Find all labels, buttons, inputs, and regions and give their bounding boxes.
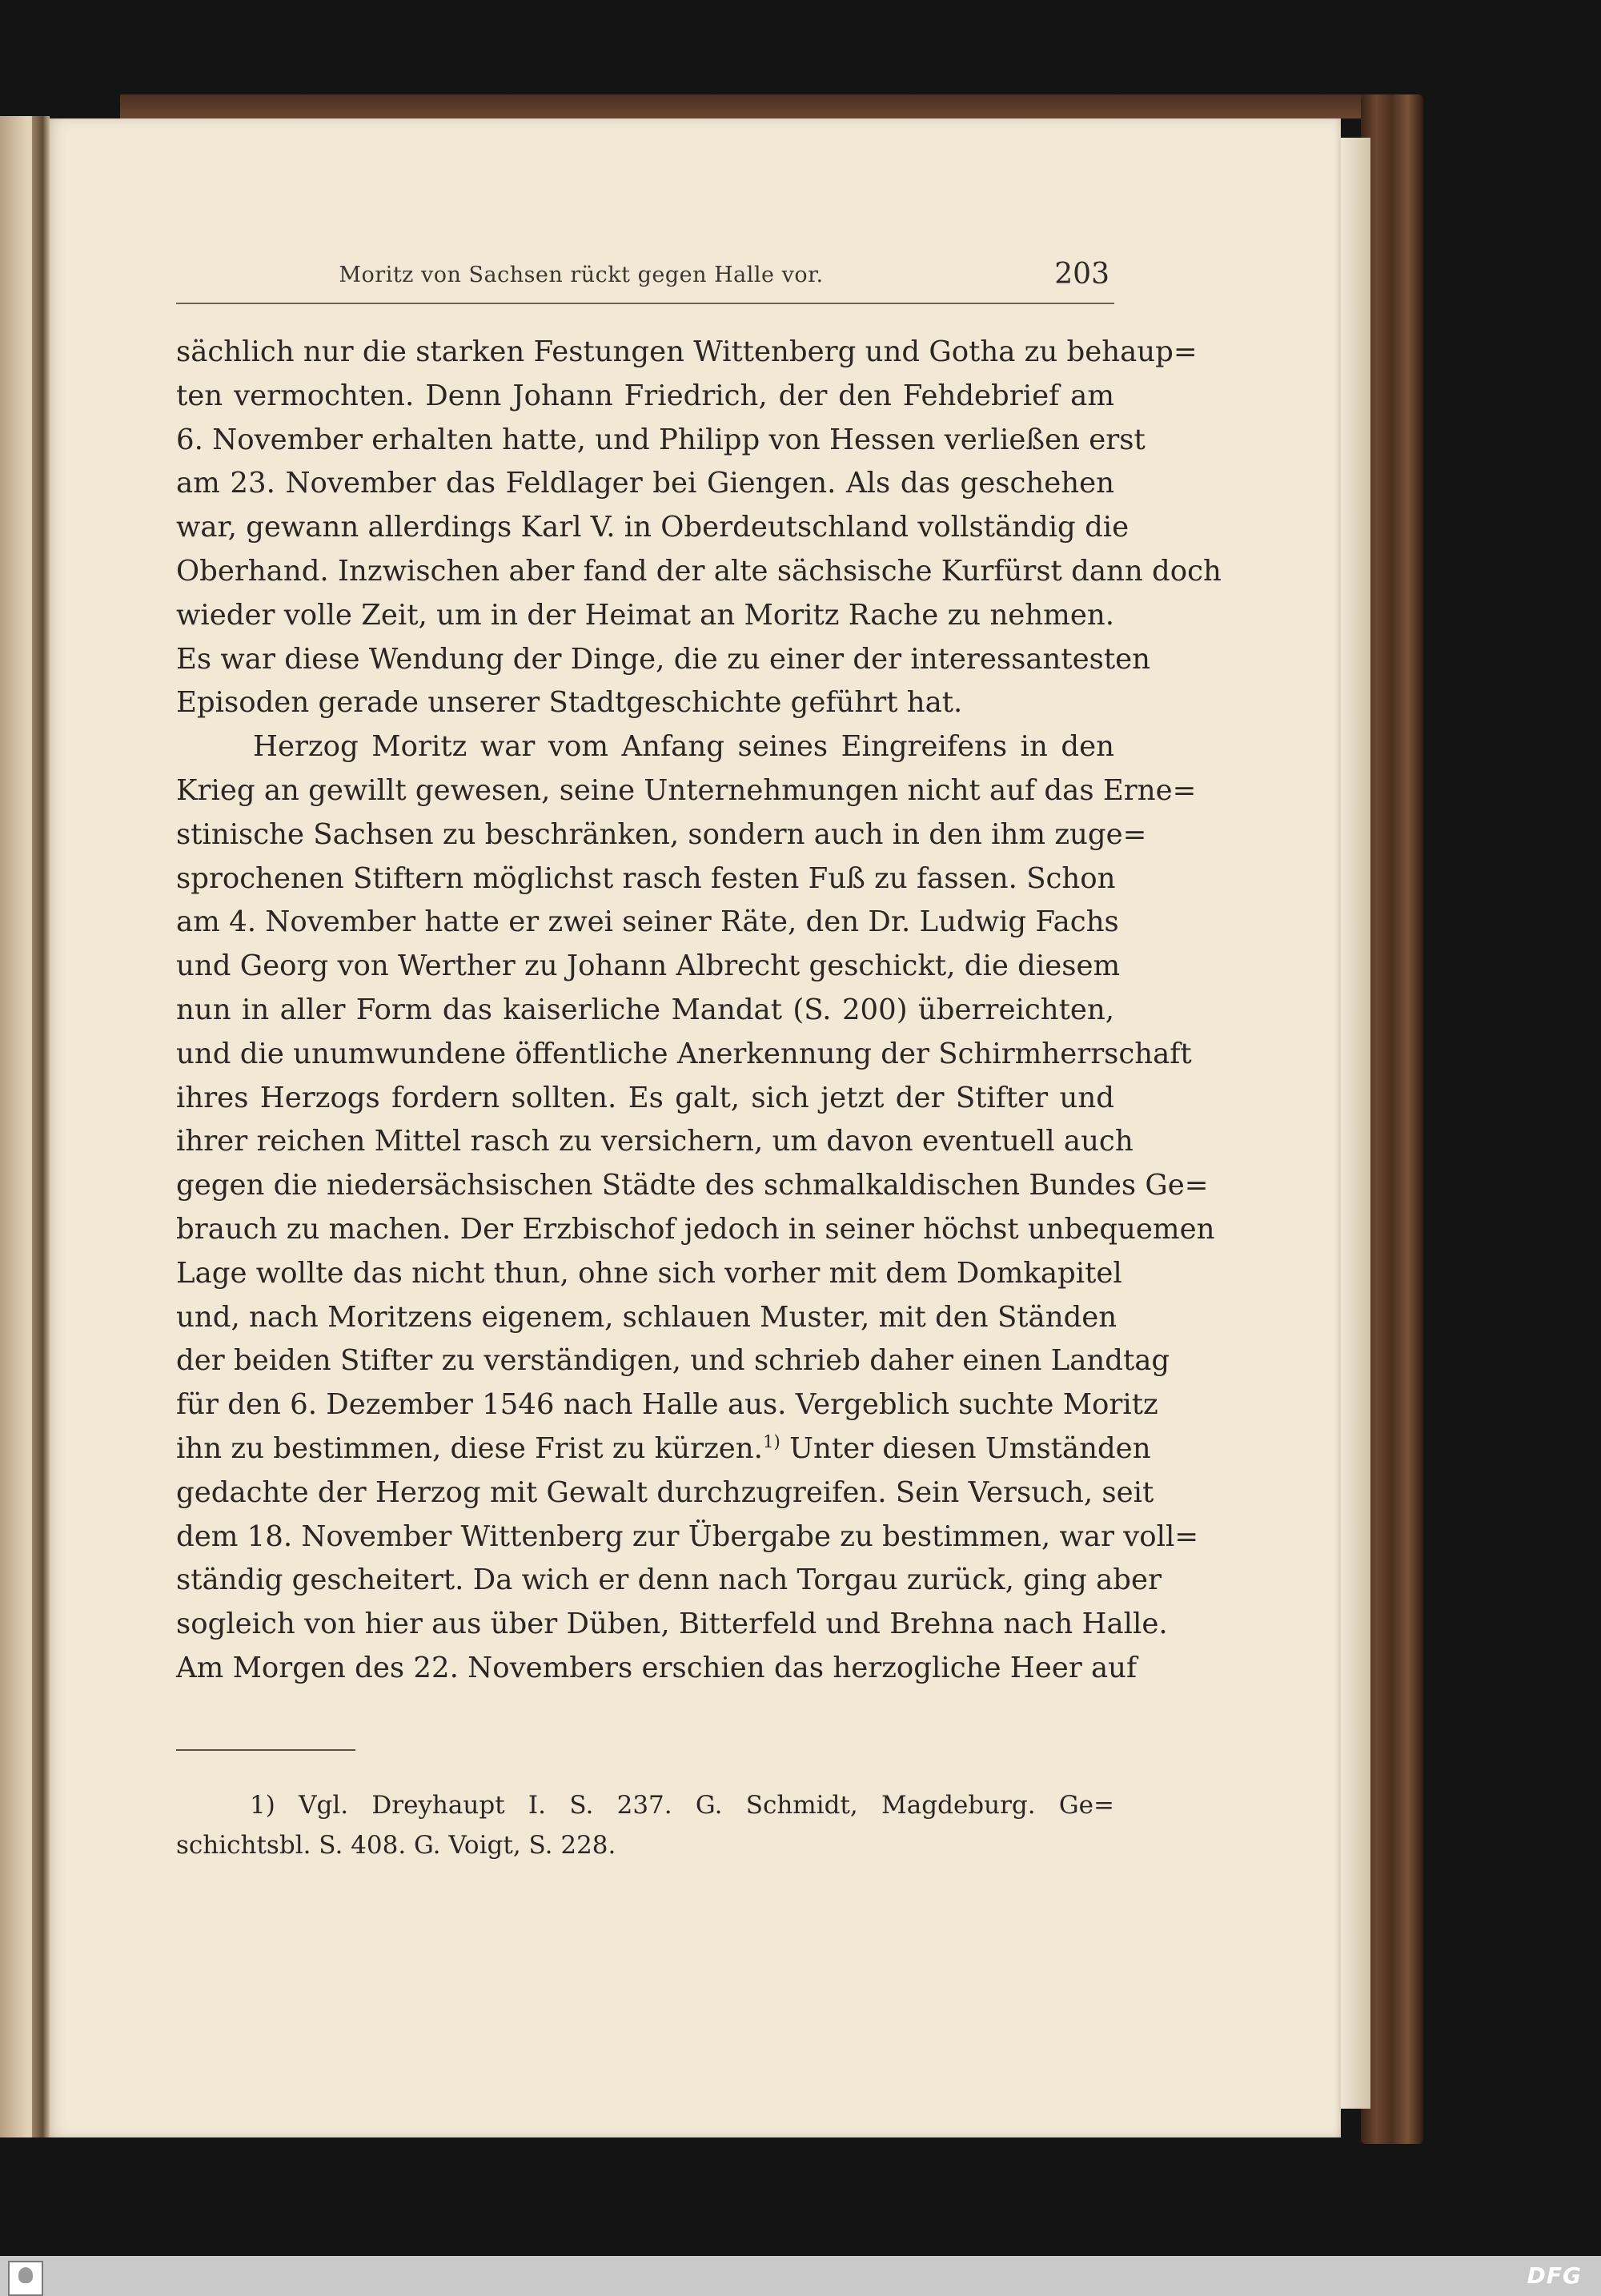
footnote-separator xyxy=(176,1749,355,1751)
text-line: ten vermochten. Denn Johann Friedrich, der den Fehdebrief am xyxy=(176,379,1114,412)
page-header xyxy=(176,258,1114,304)
paragraph-first-line: Herzog Moritz war vom Anfang seines Eingreifens in den xyxy=(253,730,1114,764)
text-line: Am Morgen des 22. Novembers erschien das herzogliche Heer auf xyxy=(176,1651,1138,1684)
text-line: ihrer reichen Mittel rasch zu versichern, um davon eventuell auch xyxy=(176,1125,1134,1158)
text-line: 6. November erhalten hatte, und Philipp von Hessen verließen erst xyxy=(176,423,1146,456)
running-title: Moritz von Sachsen rückt gegen Halle vor. xyxy=(339,263,824,287)
footnote-line: 1) Vgl. Dreyhaupt I. S. 237. G. Schmidt, Magdeburg. Ge= xyxy=(250,1791,1114,1820)
text-line: Oberhand. Inzwischen aber fand der alte sächsische Kurfürst dann doch xyxy=(176,554,1222,588)
text-line: sächlich nur die starken Festungen Wittenberg und Gotha zu behaup= xyxy=(176,335,1198,368)
book-gutter xyxy=(32,116,50,2137)
text-line: ihres Herzogs fordern sollten. Es galt, sich jetzt der Stifter und xyxy=(176,1081,1114,1114)
text-line: am 23. November das Feldlager bei Giengen. Als das geschehen xyxy=(176,467,1114,500)
text-line-with-footnote xyxy=(176,1427,1151,1471)
text-line: ständig gescheitert. Da wich er denn nach Torgau zurück, ging aber xyxy=(176,1563,1162,1597)
text-line: und die unumwundene öffentliche Anerkennung der Schirmherrschaft xyxy=(176,1037,1192,1070)
text-line: Es war diese Wendung der Dinge, die zu einer der interessantesten xyxy=(176,642,1150,676)
text-segment: ihn zu bestimmen, diese Frist zu kürzen. xyxy=(176,1431,763,1465)
page-number: 203 xyxy=(1054,258,1109,291)
text-line: und, nach Moritzens eigenem, schlauen Muster, mit den Ständen xyxy=(176,1300,1117,1334)
viewer-bottom-bar xyxy=(0,2256,1601,2296)
text-line: nun in aller Form das kaiserliche Mandat (S. 200) überreichten, xyxy=(176,993,1114,1026)
text-line: für den 6. Dezember 1546 nach Halle aus. Vergeblich suchte Moritz xyxy=(176,1388,1158,1422)
text-line: der beiden Stifter zu verständigen, und schrieb daher einen Landtag xyxy=(176,1344,1170,1378)
text-segment: Unter diesen Umständen xyxy=(789,1431,1151,1465)
text-line: wieder volle Zeit, um in der Heimat an Moritz Rache zu nehmen. xyxy=(176,598,1114,632)
text-line: und Georg von Werther zu Johann Albrecht geschickt, die diesem xyxy=(176,949,1121,983)
text-line: brauch zu machen. Der Erzbischof jedoch in seiner höchst unbequemen xyxy=(176,1212,1215,1246)
text-line: gedachte der Herzog mit Gewalt durchzugreifen. Sein Versuch, seit xyxy=(176,1475,1154,1509)
body-text xyxy=(176,331,1222,1691)
library-logo-icon xyxy=(8,2261,43,2296)
text-line: gegen die niedersächsischen Städte des schmalkaldischen Bundes Ge= xyxy=(176,1169,1209,1202)
text-line: dem 18. November Wittenberg zur Übergabe zu bestimmen, war voll= xyxy=(176,1519,1199,1553)
footnote-marker[interactable]: 1) xyxy=(762,1432,780,1453)
book-cover-top-edge xyxy=(120,94,1417,118)
text-line: Lage wollte das nicht thun, ohne sich vorher mit dem Domkapitel xyxy=(176,1256,1122,1290)
footnotes xyxy=(176,1785,1114,1865)
text-line: am 4. November hatte er zwei seiner Räte, den Dr. Ludwig Fachs xyxy=(176,905,1119,939)
text-line: war, gewann allerdings Karl V. in Oberdeutschland vollständig die xyxy=(176,511,1130,544)
text-line: Episoden gerade unserer Stadtgeschichte geführt hat. xyxy=(176,686,963,720)
text-line: sogleich von hier aus über Düben, Bitterfeld und Brehna nach Halle. xyxy=(176,1608,1168,1641)
text-line: sprochenen Stiftern möglichst rasch festen Fuß zu fassen. Schon xyxy=(176,861,1116,895)
dfg-logo: DFG xyxy=(1527,2262,1582,2289)
text-line: Krieg an gewillt gewesen, seine Unternehmungen nicht auf das Erne= xyxy=(176,773,1197,807)
text-line: stinische Sachsen zu beschränken, sondern auch in den ihm zuge= xyxy=(176,817,1147,851)
footnote-line: schichtsbl. S. 408. G. Voigt, S. 228. xyxy=(176,1831,616,1860)
